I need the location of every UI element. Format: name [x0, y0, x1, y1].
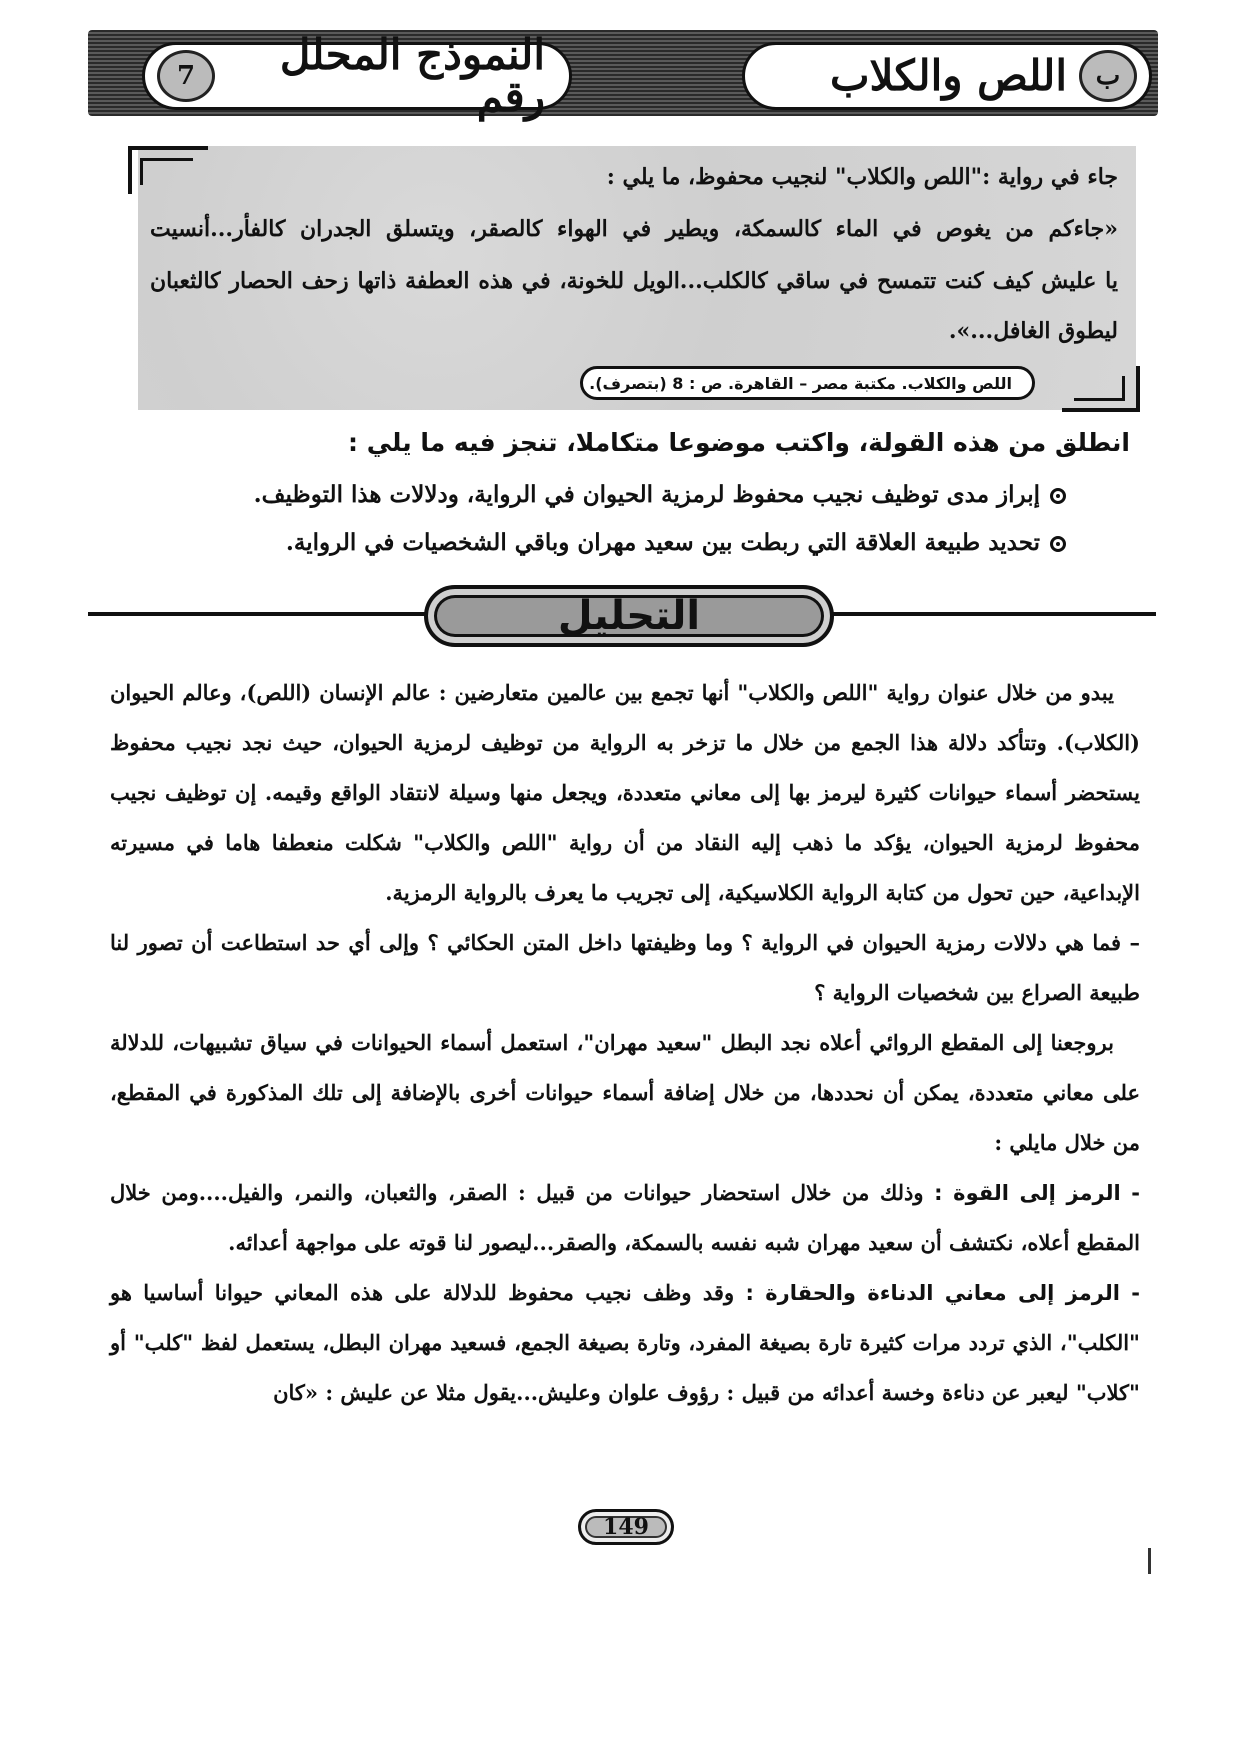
task-item	[150, 481, 1066, 508]
model-number-badge: 7	[157, 50, 215, 102]
subheading-strength: - الرمز إلى القوة :	[934, 1181, 1140, 1205]
paragraph-strength-symbol	[110, 1168, 1140, 1268]
quote-line-3: ليطوق الغافل...».	[948, 318, 1118, 344]
task-item	[150, 529, 1066, 556]
task-item-text: تحديد طبيعة العلاقة التي ربطت بين سعيد مهران وباقي الشخصيات في الرواية.	[285, 529, 1040, 556]
paragraph-baseness-symbol	[110, 1268, 1140, 1418]
analysis-body	[110, 668, 1140, 1418]
paragraph-baseness-text: وقد وظف نجيب محفوظ للدلالة على هذه المعاني حيوانا أساسيا هو "الكلب"، الذي تردد مرات كثيرة تارة بصيغة المفرد، وتارة بصيغة الجمع، فسعيد مهران البطل، يستعمل لفظ "كلب" أو "كلاب" ليعبر عن دناءة وخسة أعدائه من قبيل : رؤوف علوان وعليش...يقول مثلا عن عليش : «كان	[110, 1280, 1140, 1405]
bullet-circle-icon	[1050, 536, 1066, 552]
paragraph-questions: – فما هي دلالات رمزية الحيوان في الرواية ؟ وما وظيفتها داخل المتن الحكائي ؟ وإلى أي حد استطاعت أن تصور لنا طبيعة الصراع بين شخصيات الرواية ؟	[110, 930, 1140, 1005]
model-label: النموذج المحلل رقم	[279, 30, 545, 121]
paragraph-strength-text: وذلك من خلال استحضار حيوانات من قبيل : الصقر، والثعبان، والنمر، والفيل....ومن خلال المقطع أعلاه، نكتشف أن سعيد مهران شبه نفسه بالسمكة، والصقر...ليصور لنا قوته على مواجهة أعدائه.	[110, 1180, 1140, 1255]
subheading-baseness: - الرمز إلى معاني الدناءة والحقارة :	[745, 1281, 1140, 1305]
lesson-title: اللص والكلاب	[830, 51, 1067, 100]
paragraph-method: بروجعنا إلى المقطع الروائي أعلاه نجد البطل "سعيد مهران"، استعمل أسماء الحيوانات في سياق تشبيهات، للدلالة على معاني متعددة، يمكن أن نحددها، من خلال إضافة أسماء حيوانات أخرى بالإضافة إلى تلك المذكورة في المقطع، من خلال مايلي :	[110, 1030, 1140, 1155]
section-letter-badge: ب	[1079, 50, 1137, 102]
quote-source	[580, 366, 1035, 400]
bullet-circle-icon	[1050, 488, 1066, 504]
lesson-title-pill	[742, 42, 1152, 110]
analysis-title: التحليل	[557, 593, 701, 639]
quote-intro: جاء في رواية :"اللص والكلاب" لنجيب محفوظ، ما يلي :	[606, 164, 1118, 190]
quote-source-text: اللص والكلاب. مكتبة مصر – القاهرة. ص : 8 (بتصرف).	[589, 373, 1012, 393]
paragraph-intro: يبدو من خلال عنوان رواية "اللص والكلاب" أنها تجمع بين عالمين متعارضين : عالم الإنسان (اللص)، وعالم الحيوان (الكلاب). وتتأكد دلالة هذا الجمع من خلال ما تزخر به الرواية من توظيف لرمزية الحيوان، حيث نجد نجيب محفوظ يستحضر أسماء حيوانات كثيرة ليرمز بها إلى معاني متعددة، ويجعل منها وسيلة لانتقاد الواقع وقيمه. إن توظيف نجيب محفوظ لرمزية الحيوان، يؤكد ما ذهب إليه النقاد من أن رواية "اللص والكلاب" شكلت منعطفا هاما في مسيرته الإبداعية، حين تحول من كتابة الرواية الكلاسيكية، إلى تجريب ما يعرف بالرواية الرمزية.	[110, 680, 1141, 905]
corner-frame-bottom-right-inner	[1074, 376, 1125, 401]
analysis-title-pill	[424, 585, 834, 647]
quote-line-1: «جاءكم من يغوص في الماء كالسمكة، ويطير في الهواء كالصقر، ويتسلق الجدران كالفأر...أنسيت	[150, 216, 1118, 242]
edge-mark	[1148, 1548, 1151, 1574]
task-intro: انطلق من هذه القولة، واكتب موضوعا متكاملا، تنجز فيه ما يلي :	[348, 428, 1130, 457]
model-label-pill	[142, 30, 572, 121]
page-number: 149	[578, 1509, 674, 1545]
task-item-text: إبراز مدى توظيف نجيب محفوظ لرمزية الحيوان في الرواية، ودلالات هذا التوظيف.	[253, 481, 1040, 508]
quote-line-2: يا عليش كيف كنت تتمسح في ساقي كالكلب...الويل للخونة، في هذه العطفة ذاتها زحف الحصار كالثعبان	[150, 268, 1118, 294]
